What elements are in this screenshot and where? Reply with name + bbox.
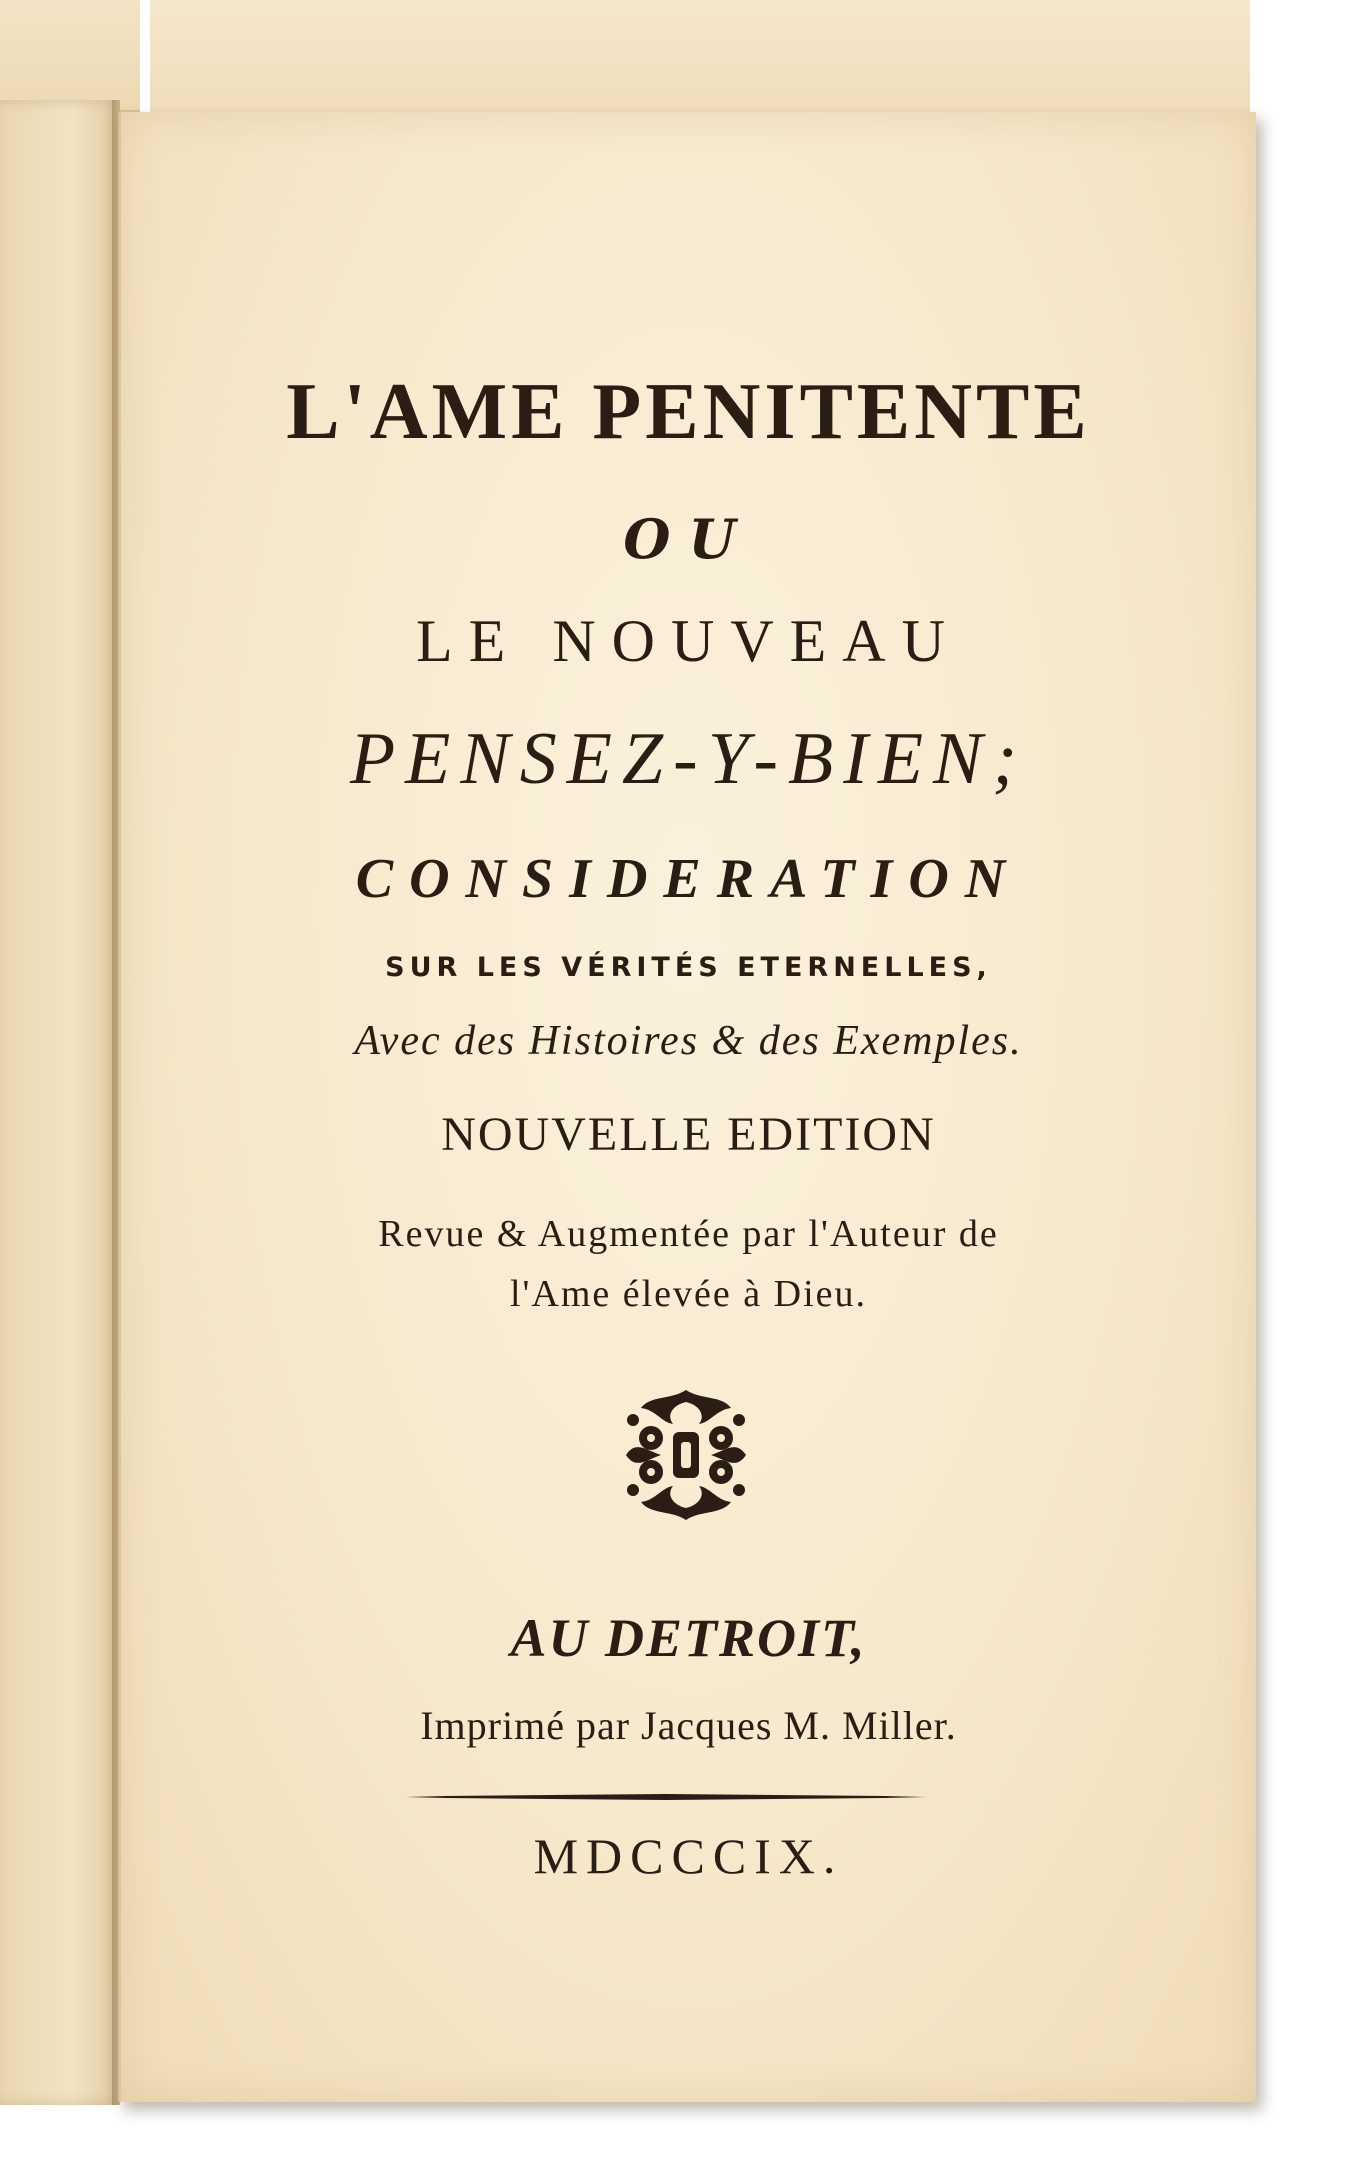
printers-ornament-icon xyxy=(611,1380,761,1530)
histoires-line: Avec des Histoires & des Exemples. xyxy=(354,1018,1023,1064)
edition-statement: NOUVELLE EDITION xyxy=(441,1108,936,1161)
decorative-rule xyxy=(406,1792,926,1802)
flyleaf-corner xyxy=(0,0,140,112)
imprint-printer: Imprimé par Jacques M. Miller. xyxy=(420,1703,957,1748)
page-fold-shadow xyxy=(112,100,120,2105)
title-conjunction: OU xyxy=(623,507,754,571)
subtitle-line-2: PENSEZ-Y-BIEN; xyxy=(349,718,1028,800)
title-page xyxy=(118,112,1256,2102)
imprint-place: AU DETROIT, xyxy=(510,1608,867,1668)
revision-note-line-1: Revue & Augmentée par l'Auteur de xyxy=(378,1213,999,1255)
subtitle-line-1: LE NOUVEAU xyxy=(416,608,961,674)
flyleaf-top-edge xyxy=(150,0,1250,126)
book-title: L'AME PENITENTE xyxy=(286,368,1091,456)
consideration-heading: CONSIDERATION xyxy=(355,848,1022,910)
facing-page-edge xyxy=(0,100,120,2105)
revision-note-line-2: l'Ame élevée à Dieu. xyxy=(509,1273,868,1315)
imprint-date: MDCCCIX. xyxy=(533,1828,844,1884)
verites-line: SUR LES VÉRITÉS ETERNELLES, xyxy=(385,952,992,983)
